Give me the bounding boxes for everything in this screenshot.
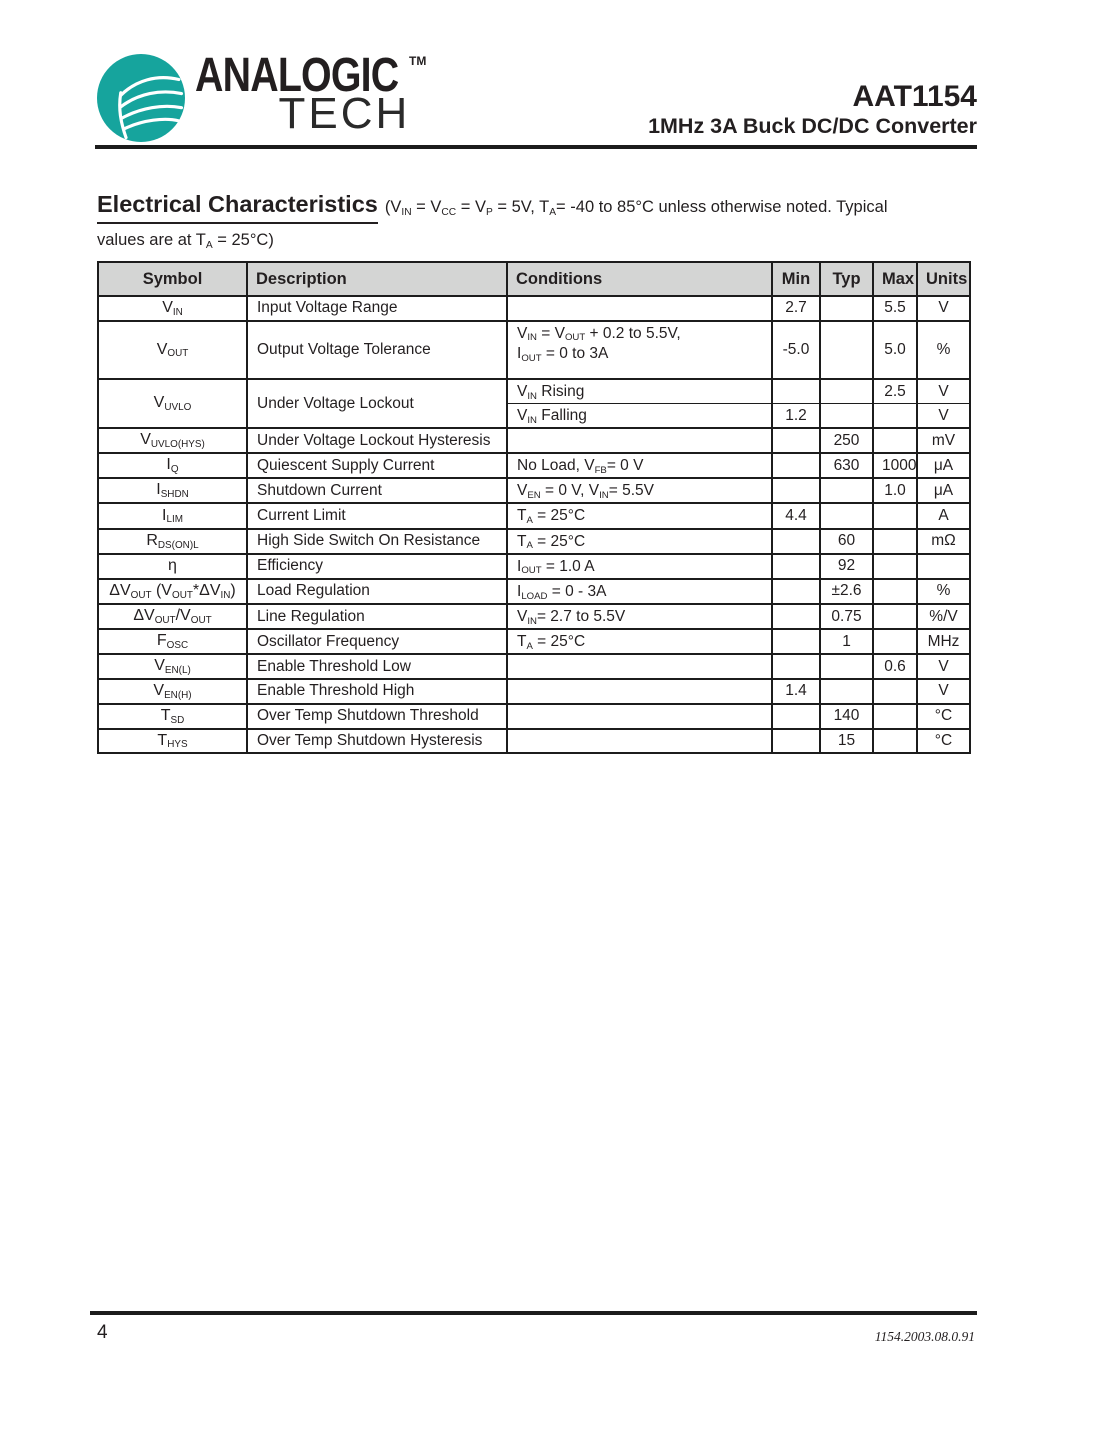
cell-max — [873, 404, 917, 429]
cell-units: μA — [917, 478, 970, 503]
part-title: 1MHz 3A Buck DC/DC Converter — [648, 114, 977, 139]
cell-conditions: $V_{IN}$ Rising — [507, 379, 772, 404]
cell-typ — [820, 404, 873, 429]
cell-min: 4.4 — [772, 503, 820, 528]
cell-description: Line Regulation — [247, 604, 507, 629]
table-row — [98, 604, 970, 629]
table-row — [98, 379, 970, 404]
cell-description: Over Temp Shutdown Hysteresis — [247, 729, 507, 754]
cell-description: Under Voltage Lockout — [247, 379, 507, 428]
cell-conditions: $V_{IN}= 2.7$ to 5.5V — [507, 604, 772, 629]
table-row — [98, 453, 970, 478]
cell-typ: 92 — [820, 554, 873, 579]
cell-conditions: $V_{EN} = 0$ V, $V_{IN}= 5.5V$ — [507, 478, 772, 503]
cell-symbol: $V_{UVLO}$ — [98, 379, 247, 428]
cell-description: Enable Threshold Low — [247, 654, 507, 679]
cell-units: V — [917, 654, 970, 679]
cell-conditions — [507, 296, 772, 321]
cell-symbol: $V_{EN(H)}$ — [98, 679, 247, 704]
header-row — [98, 262, 970, 296]
document-code: 1154.2003.08.0.91 — [874, 1329, 975, 1344]
cell-conditions: $I_{LOAD} = 0 - 3A$ — [507, 579, 772, 604]
cell-max — [873, 679, 917, 704]
table-row — [98, 729, 970, 754]
cell-conditions: $I_{OUT} = 1.0$ A — [507, 554, 772, 579]
cell-min — [772, 453, 820, 478]
cell-max — [873, 604, 917, 629]
cell-typ: 140 — [820, 704, 873, 729]
cell-max — [873, 729, 917, 754]
cell-max: 1000 — [873, 453, 917, 478]
cell-max — [873, 428, 917, 453]
cell-conditions: $V_{IN} = V_{OUT} + 0.2$ to 5.5V, $I_{OUT} = 0$ to 3A — [507, 321, 772, 379]
cell-max: 2.5 — [873, 379, 917, 404]
table-row — [98, 629, 970, 654]
cell-description: Output Voltage Tolerance — [247, 321, 507, 379]
cell-units: °C — [917, 704, 970, 729]
cell-symbol: $T_{SD}$ — [98, 704, 247, 729]
cell-min: 2.7 — [772, 296, 820, 321]
cell-units: A — [917, 503, 970, 528]
cell-units: V — [917, 404, 970, 429]
table-row — [98, 428, 970, 453]
cell-max: 0.6 — [873, 654, 917, 679]
cell-units — [917, 554, 970, 579]
section-heading-line — [97, 191, 977, 224]
cell-conditions: $T_A = 25^\circ C$ — [507, 629, 772, 654]
cell-description: Quiescent Supply Current — [247, 453, 507, 478]
cell-conditions — [507, 729, 772, 754]
cell-min — [772, 729, 820, 754]
cell-units: V — [917, 379, 970, 404]
cell-units: V — [917, 296, 970, 321]
table-row — [98, 679, 970, 704]
cell-conditions: $V_{IN}$ Falling — [507, 404, 772, 429]
cell-description: Shutdown Current — [247, 478, 507, 503]
cell-units: μA — [917, 453, 970, 478]
col-header-min: Min — [772, 262, 820, 296]
cell-symbol: $V_{UVLO(HYS)}$ — [98, 428, 247, 453]
col-header-symbol: Symbol — [98, 262, 247, 296]
page-header — [97, 49, 977, 142]
document-title-block — [648, 80, 977, 142]
table-row — [98, 529, 970, 554]
cell-conditions — [507, 704, 772, 729]
cell-typ: 60 — [820, 529, 873, 554]
cell-min: 1.4 — [772, 679, 820, 704]
cell-typ — [820, 654, 873, 679]
electrical-characteristics-table-wrap — [97, 261, 971, 754]
cell-units: % — [917, 321, 970, 379]
cell-max — [873, 579, 917, 604]
brand-name-line2: TECH — [278, 89, 411, 139]
cell-units: mΩ — [917, 529, 970, 554]
cell-min — [772, 654, 820, 679]
cell-description: Input Voltage Range — [247, 296, 507, 321]
cell-conditions: $T_A = 25^\circ C$ — [507, 503, 772, 528]
cell-description: Load Regulation — [247, 579, 507, 604]
cell-symbol: $\Delta V_{OUT}$ $(V_{OUT}*\Delta V_{IN})$ — [98, 579, 247, 604]
cell-max: 5.0 — [873, 321, 917, 379]
cell-symbol: $I_{LIM}$ — [98, 503, 247, 528]
cell-units: %/V — [917, 604, 970, 629]
cell-max: 5.5 — [873, 296, 917, 321]
cell-description: Current Limit — [247, 503, 507, 528]
cell-min — [772, 704, 820, 729]
brand-name: ANALOGIC — [195, 49, 399, 102]
col-header-units: Units — [917, 262, 970, 296]
cell-min — [772, 579, 820, 604]
part-number: AAT1154 — [852, 80, 977, 114]
table-row — [98, 478, 970, 503]
cell-units: mV — [917, 428, 970, 453]
cell-min — [772, 428, 820, 453]
table-row — [98, 704, 970, 729]
cell-symbol: $V_{OUT}$ — [98, 321, 247, 379]
col-header-conditions: Conditions — [507, 262, 772, 296]
cell-typ: 0.75 — [820, 604, 873, 629]
cell-min — [772, 604, 820, 629]
cell-max — [873, 704, 917, 729]
section-conditions-line2: values are at $T_A = 25^\circ C$) — [97, 231, 274, 251]
cell-typ: 630 — [820, 453, 873, 478]
cell-min — [772, 554, 820, 579]
cell-symbol: $V_{EN(L)}$ — [98, 654, 247, 679]
cell-typ: 250 — [820, 428, 873, 453]
cell-conditions — [507, 428, 772, 453]
cell-min — [772, 478, 820, 503]
cell-symbol: $F_{OSC}$ — [98, 629, 247, 654]
brand-trademark: TM — [408, 54, 427, 68]
cell-min: 1.2 — [772, 404, 820, 429]
cell-typ — [820, 379, 873, 404]
cell-min — [772, 529, 820, 554]
cell-units: MHz — [917, 629, 970, 654]
cell-max — [873, 503, 917, 528]
cell-typ: 15 — [820, 729, 873, 754]
cell-units: % — [917, 579, 970, 604]
cell-units: V — [917, 679, 970, 704]
cell-description: Over Temp Shutdown Threshold — [247, 704, 507, 729]
footer-rule — [90, 1311, 977, 1315]
cell-min: -5.0 — [772, 321, 820, 379]
cell-symbol: $\Delta V_{OUT}/V_{OUT}$ — [98, 604, 247, 629]
cell-conditions — [507, 679, 772, 704]
cell-symbol: $I_Q$ — [98, 453, 247, 478]
cell-max — [873, 529, 917, 554]
cell-typ — [820, 478, 873, 503]
cell-min — [772, 379, 820, 404]
col-header-max: Max — [873, 262, 917, 296]
cell-max — [873, 629, 917, 654]
cell-description: Efficiency — [247, 554, 507, 579]
cell-symbol: $R_{DS(ON)L}$ — [98, 529, 247, 554]
cell-max — [873, 554, 917, 579]
table-row — [98, 503, 970, 528]
cell-min — [772, 629, 820, 654]
cell-symbol: $T_{HYS}$ — [98, 729, 247, 754]
cell-description: High Side Switch On Resistance — [247, 529, 507, 554]
cell-typ: 1 — [820, 629, 873, 654]
ec-table — [97, 261, 971, 754]
cell-typ — [820, 296, 873, 321]
electrical-characteristics-section — [97, 191, 977, 250]
cell-typ — [820, 679, 873, 704]
cell-conditions: No Load, $V_{FB}= 0$ V — [507, 453, 772, 478]
table-row — [98, 321, 970, 379]
col-header-typ: Typ — [820, 262, 873, 296]
cell-symbol: $V_{IN}$ — [98, 296, 247, 321]
cell-max: 1.0 — [873, 478, 917, 503]
table-row — [98, 579, 970, 604]
page-number: 4 — [97, 1322, 108, 1343]
analogictech-logo — [97, 49, 427, 142]
table-row — [98, 554, 970, 579]
cell-description: Under Voltage Lockout Hysteresis — [247, 428, 507, 453]
header-rule — [95, 145, 977, 149]
cell-symbol: η — [98, 554, 247, 579]
cell-conditions — [507, 654, 772, 679]
analogictech-logo-icon — [97, 54, 185, 142]
table-row — [98, 654, 970, 679]
cell-description: Oscillator Frequency — [247, 629, 507, 654]
cell-units: °C — [917, 729, 970, 754]
cell-typ — [820, 321, 873, 379]
page-footer — [97, 1322, 975, 1345]
cell-typ — [820, 503, 873, 528]
cell-conditions: $T_A = 25^\circ C$ — [507, 529, 772, 554]
ec-table-body — [98, 296, 970, 753]
cell-symbol: $I_{SHDN}$ — [98, 478, 247, 503]
table-row — [98, 296, 970, 321]
ec-table-head — [98, 262, 970, 296]
col-header-description: Description — [247, 262, 507, 296]
cell-typ: ±2.6 — [820, 579, 873, 604]
section-heading: Electrical Characteristics — [97, 191, 378, 224]
section-conditions-line1: ($V_{IN} = V_{CC} = V_P = 5V$, $T_A= -40$ to 85°C unless otherwise noted. Typical — [384, 198, 888, 218]
cell-description: Enable Threshold High — [247, 679, 507, 704]
